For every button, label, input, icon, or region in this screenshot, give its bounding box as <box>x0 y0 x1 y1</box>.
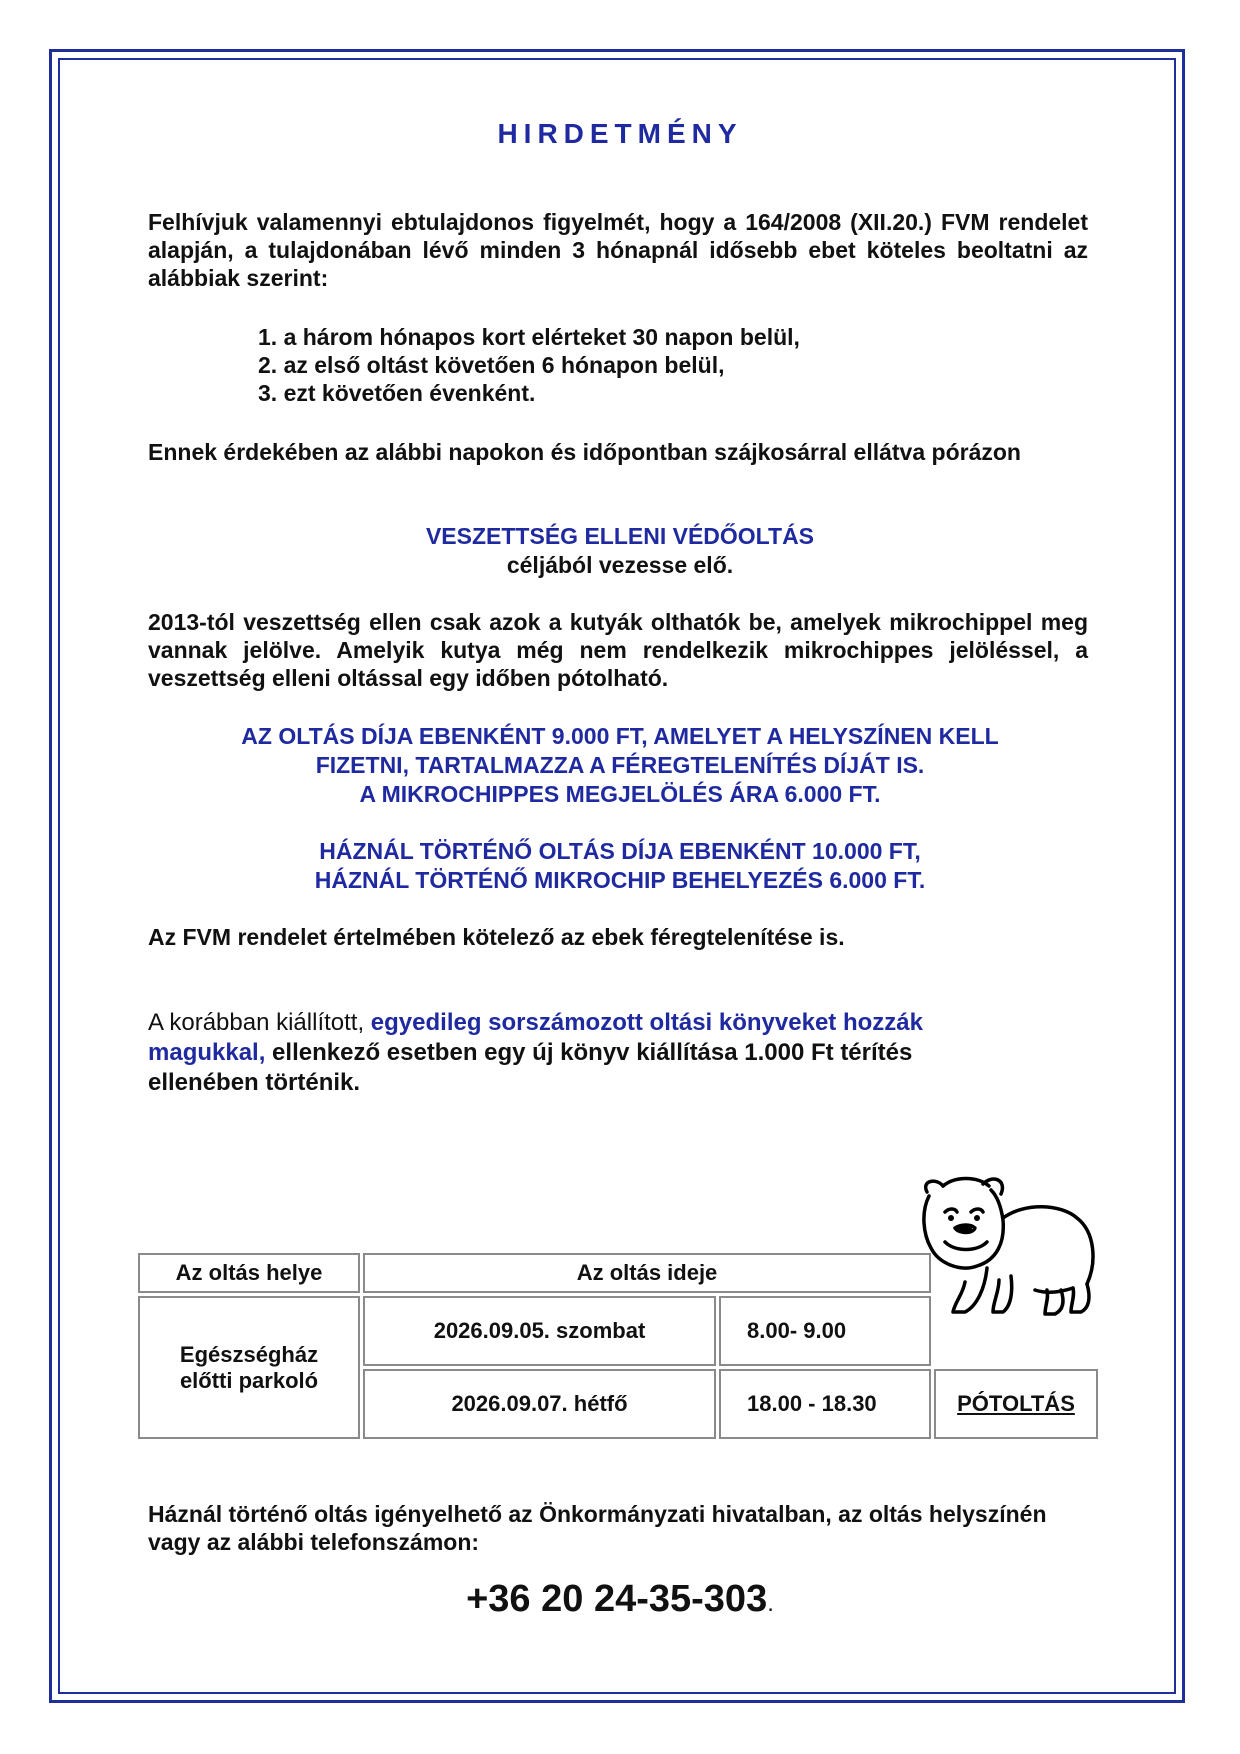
deworming-note: Az FVM rendelet értelmében kötelező az ebek féregtelenítése is. <box>148 924 845 950</box>
table-row <box>138 1296 1098 1366</box>
list-item: 2. az első oltást követően 6 hónapon belül, <box>258 352 725 378</box>
phone-number <box>0 1578 1240 1621</box>
book-note-highlight: egyedileg sorszámozott oltási könyveket hozzák magukkal, <box>148 1009 923 1066</box>
home-price-line: HÁZNÁL TÖRTÉNŐ MIKROCHIP BEHELYEZÉS 6.000 FT. <box>314 867 926 893</box>
vaccination-schedule-table <box>135 1250 1101 1442</box>
table-cell-place: Egészségház előtti parkoló <box>138 1296 360 1439</box>
table-cell-time: 8.00- 9.00 <box>719 1296 931 1366</box>
book-note-part: ellenkező esetben egy új könyv kiállítása 1.000 Ft térítés ellenében történik. <box>148 1039 913 1096</box>
vaccination-schedule-list <box>258 323 800 407</box>
table-header-row <box>138 1253 1098 1293</box>
price-line: FIZETNI, TARTALMAZZA A FÉREGTELENÍTÉS DÍJÁT IS. <box>315 752 925 778</box>
microchip-paragraph: 2013-tól veszettség ellen csak azok a kutyák olthatók be, amelyek mikrochippel meg vannak jelölve. Amelyik kutya még nem rendelkezik mikrochippes jelöléssel, a veszettség elleni oltással egy időben pótolható. <box>148 609 1088 691</box>
vaccine-subheading: céljából vezesse elő. <box>506 552 734 578</box>
table-cell-date: 2026.09.05. szombat <box>363 1296 716 1366</box>
table-cell-date: 2026.09.07. hétfő <box>363 1369 716 1439</box>
makeup-vaccination-label: PÓTOLTÁS <box>934 1369 1098 1439</box>
table-header-place: Az oltás helye <box>138 1253 360 1293</box>
table-cell-time: 18.00 - 18.30 <box>719 1369 931 1439</box>
list-item: 1. a három hónapos kort elérteket 30 napon belül, <box>258 324 800 350</box>
home-request-paragraph: Háznál történő oltás igényelhető az Önkormányzati hivatalban, az oltás helyszínén vagy az alábbi telefonszámon: <box>148 1501 1047 1555</box>
home-price-line: HÁZNÁL TÖRTÉNŐ OLTÁS DÍJA EBENKÉNT 10.000 FT, <box>319 838 921 864</box>
page-title: HIRDETMÉNY <box>497 118 743 149</box>
vaccine-heading: VESZETTSÉG ELLENI VÉDŐOLTÁS <box>425 523 815 549</box>
book-note-part: A korábban kiállított, <box>148 1009 371 1036</box>
instruction-paragraph: Ennek érdekében az alábbi napokon és időpontban szájkosárral ellátva pórázon <box>148 439 1021 465</box>
vaccination-book-note <box>148 1008 1028 1098</box>
table-header-time: Az oltás ideje <box>363 1253 931 1293</box>
list-item: 3. ezt követően évenként. <box>258 380 536 406</box>
phone-number-value: +36 20 24-35-303 <box>466 1578 768 1620</box>
price-line: A MIKROCHIPPES MEGJELÖLÉS ÁRA 6.000 FT. <box>359 781 881 807</box>
price-line: AZ OLTÁS DÍJA EBENKÉNT 9.000 FT, AMELYET A HELYSZÍNEN KELL <box>241 723 999 749</box>
intro-paragraph: Felhívjuk valamennyi ebtulajdonos figyelmét, hogy a 164/2008 (XII.20.) FVM rendelet alapján, a tulajdonában lévő minden 3 hónapnál idősebb ebet köteles beoltatni az alábbiak szerint: <box>148 209 1088 291</box>
phone-suffix: . <box>767 1590 774 1617</box>
